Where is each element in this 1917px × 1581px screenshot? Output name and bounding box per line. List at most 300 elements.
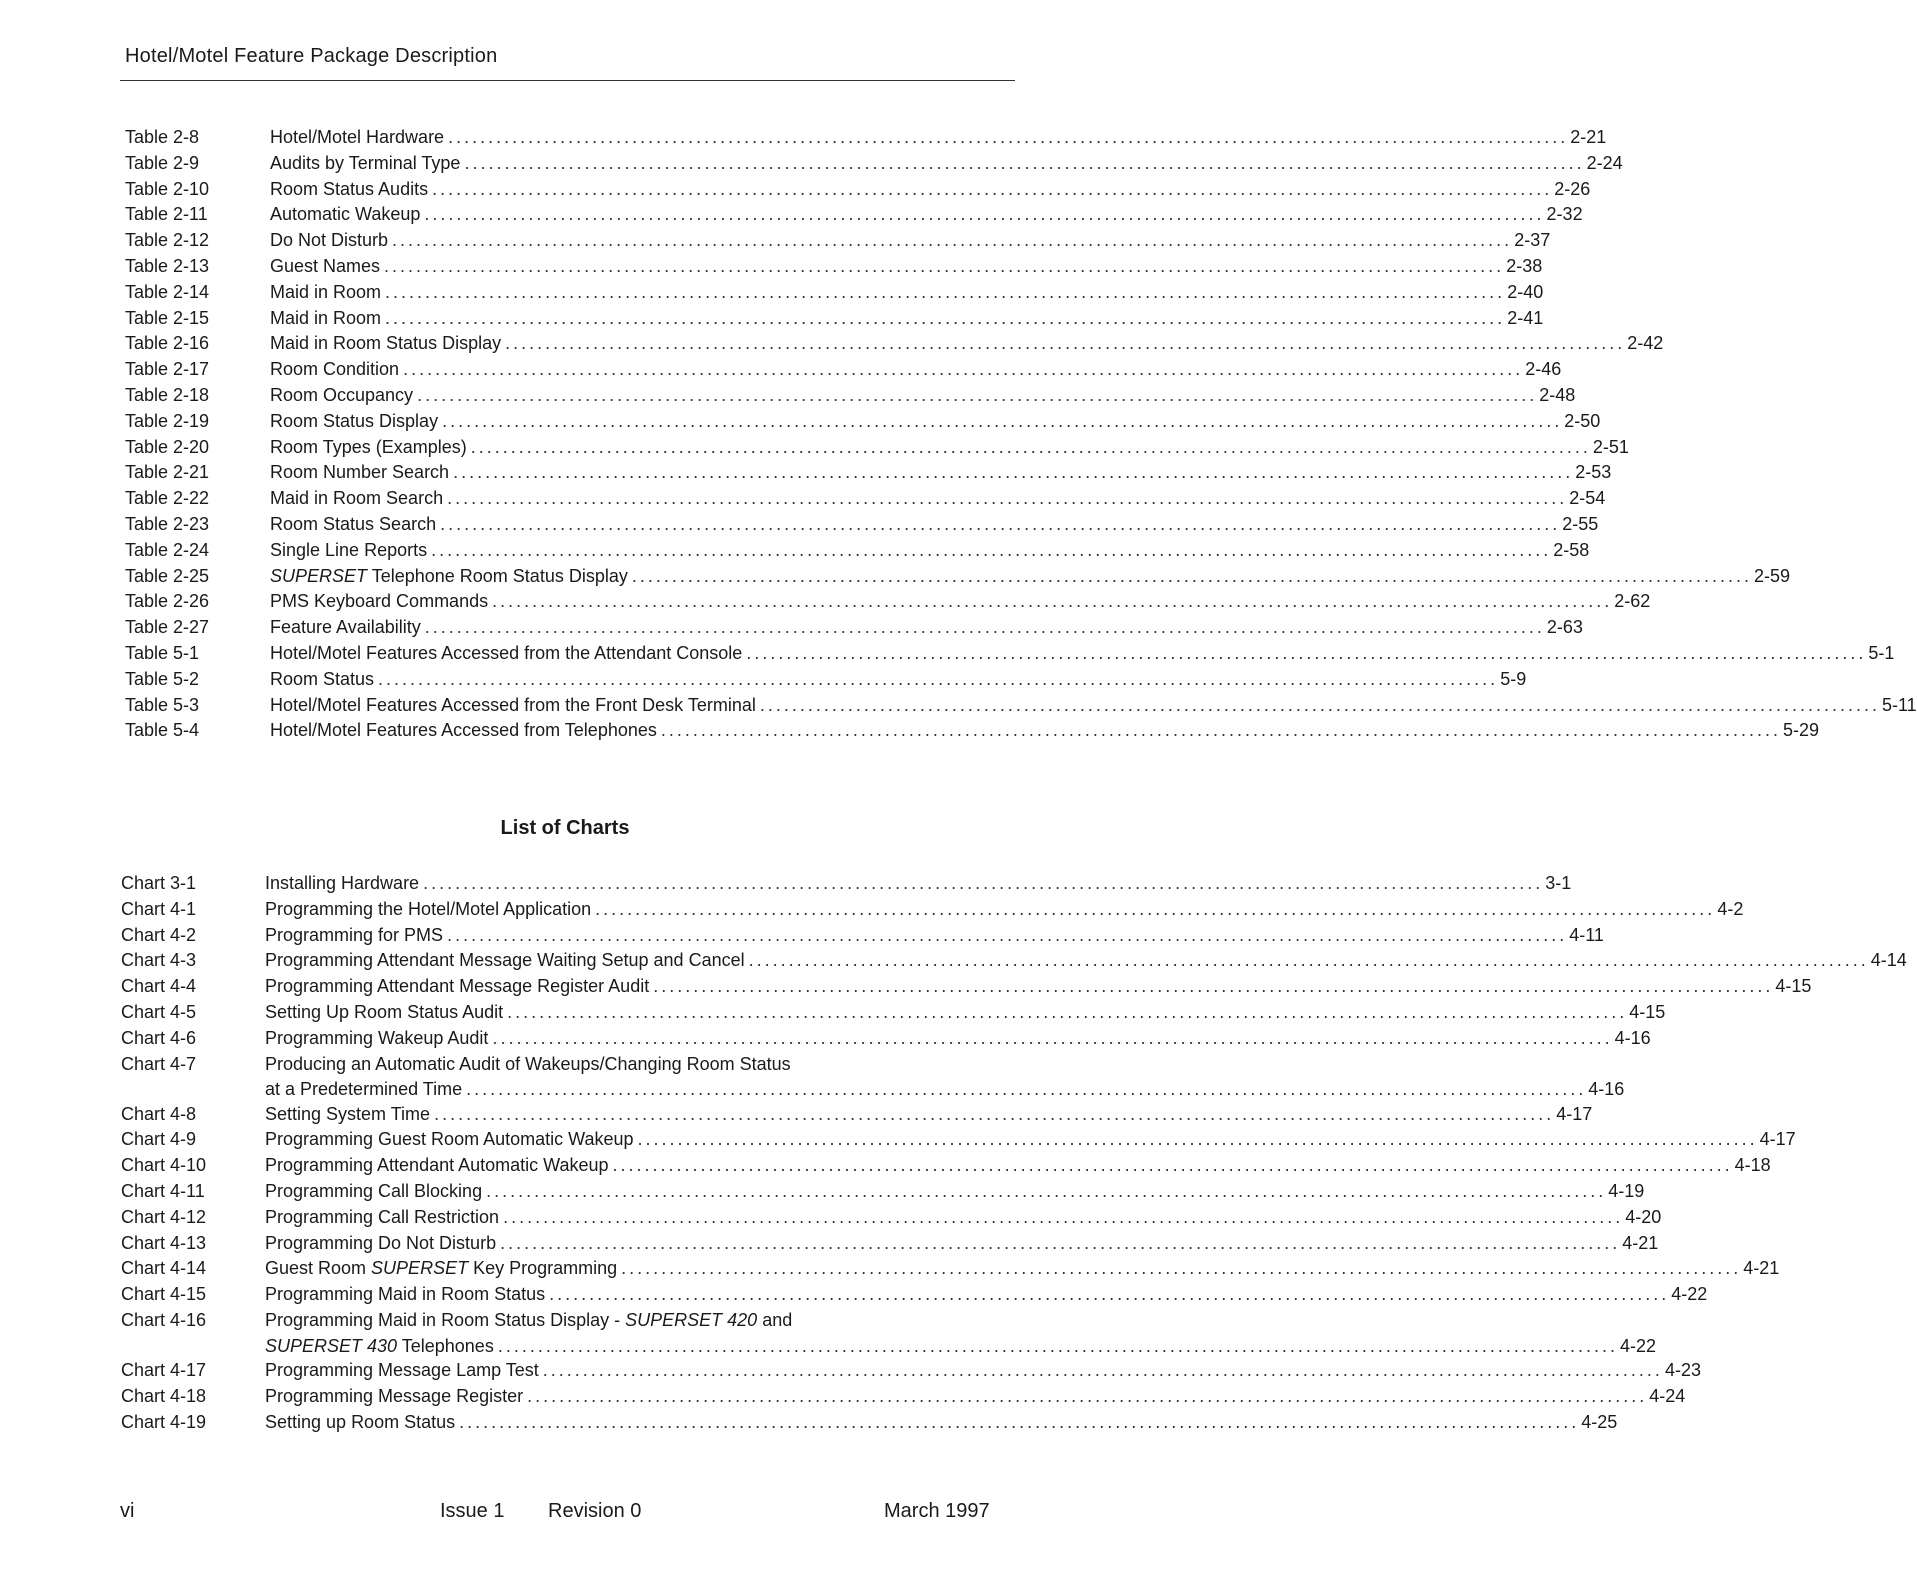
toc-title bbox=[270, 615, 425, 641]
toc-label: Chart 4-1 bbox=[121, 898, 197, 919]
toc-page-number: 4-19 bbox=[1608, 1180, 1645, 1201]
toc-title-text: Room Status Display bbox=[270, 410, 439, 431]
toc-title-text: Programming for PMS bbox=[265, 924, 444, 945]
toc-entry bbox=[265, 1358, 1701, 1384]
toc-title-text: Programming Message Register bbox=[265, 1385, 524, 1406]
toc-label: Chart 4-5 bbox=[121, 1001, 197, 1022]
footer-page-number: vi bbox=[120, 1500, 135, 1522]
toc-title bbox=[270, 564, 632, 590]
toc-page-number: 2-41 bbox=[1507, 307, 1544, 328]
toc-title bbox=[265, 1282, 549, 1308]
dot-leader: ............................................................................................................................................ bbox=[505, 333, 1626, 354]
dot-leader: ............................................................................................................................................ bbox=[466, 1079, 1587, 1100]
toc-row[interactable] bbox=[125, 125, 1607, 151]
toc-row[interactable] bbox=[125, 177, 1591, 203]
toc-label: Table 2-26 bbox=[125, 591, 210, 612]
list-of-tables bbox=[125, 125, 1917, 744]
dot-leader: ............................................................................................................................................ bbox=[392, 230, 1513, 251]
toc-row[interactable] bbox=[125, 615, 1583, 641]
toc-page-number: 4-20 bbox=[1625, 1206, 1662, 1227]
toc-title-text: Maid in Room bbox=[270, 281, 382, 302]
toc-page-number: 4-18 bbox=[1734, 1155, 1771, 1176]
superset-product-name: SUPERSET bbox=[371, 1258, 469, 1279]
toc-page-number: 4-2 bbox=[1717, 898, 1744, 919]
toc-row[interactable] bbox=[125, 306, 1544, 332]
toc-label: Table 2-13 bbox=[125, 255, 210, 276]
toc-title bbox=[265, 1231, 500, 1257]
toc-title bbox=[265, 1410, 459, 1436]
toc-entry bbox=[270, 486, 1606, 512]
toc-line bbox=[265, 1256, 1780, 1282]
dot-leader: ............................................................................................................................................ bbox=[497, 1335, 1618, 1356]
toc-row[interactable] bbox=[121, 974, 1812, 1000]
toc-line bbox=[270, 538, 1590, 564]
toc-line bbox=[270, 486, 1606, 512]
toc-label: Table 2-9 bbox=[125, 152, 200, 173]
toc-label: Table 2-21 bbox=[125, 462, 210, 483]
toc-title-text: Room Condition bbox=[270, 359, 400, 380]
toc-row[interactable] bbox=[121, 897, 1744, 923]
toc-title-line-1 bbox=[265, 1308, 948, 1334]
toc-row[interactable] bbox=[125, 151, 1623, 177]
toc-label: Chart 3-1 bbox=[121, 873, 197, 893]
toc-label: Table 5-3 bbox=[125, 694, 200, 715]
toc-page-number: 4-21 bbox=[1743, 1258, 1780, 1279]
toc-entry bbox=[265, 1000, 1666, 1026]
toc-title-first-line: Producing an Automatic Audit of Wakeups/Changing Room Status bbox=[265, 1053, 791, 1074]
toc-row[interactable] bbox=[125, 538, 1590, 564]
toc-row[interactable] bbox=[125, 667, 1527, 693]
toc-page-number: 2-46 bbox=[1525, 359, 1562, 380]
superset-product-name: SUPERSET bbox=[270, 565, 368, 586]
toc-entry bbox=[270, 718, 1820, 744]
toc-row[interactable] bbox=[125, 254, 1543, 280]
toc-title bbox=[265, 1102, 434, 1128]
toc-title bbox=[265, 871, 423, 897]
toc-title-text: Room Types (Examples) bbox=[270, 436, 467, 457]
toc-label: Chart 4-12 bbox=[121, 1206, 207, 1227]
toc-line bbox=[270, 718, 1820, 744]
toc-line bbox=[270, 409, 1601, 435]
toc-page-number: 4-21 bbox=[1622, 1232, 1659, 1253]
toc-row[interactable] bbox=[125, 409, 1601, 435]
toc-title-text: Maid in Room Status Display bbox=[270, 333, 502, 354]
toc-line bbox=[270, 331, 1664, 357]
dot-leader: ............................................................................................................................................ bbox=[631, 565, 1752, 586]
toc-entry bbox=[270, 538, 1590, 564]
dot-leader: ............................................................................................................................................ bbox=[459, 1411, 1580, 1432]
toc-page-number: 2-26 bbox=[1554, 178, 1591, 199]
dot-leader: ............................................................................................................................................ bbox=[660, 720, 1782, 741]
toc-title bbox=[270, 357, 403, 383]
toc-title bbox=[270, 667, 378, 693]
toc-row[interactable] bbox=[125, 693, 1917, 719]
dot-leader: ............................................................................................................................................ bbox=[447, 924, 1568, 945]
toc-row[interactable] bbox=[125, 460, 1612, 486]
toc-label: Chart 4-13 bbox=[121, 1232, 207, 1253]
toc-title bbox=[270, 512, 440, 538]
toc-title-text: Programming Attendant Message Waiting Setup and Cancel bbox=[265, 950, 745, 971]
dot-leader: ............................................................................................................................................ bbox=[448, 127, 1569, 147]
toc-title-text: Do Not Disturb bbox=[270, 230, 389, 251]
toc-line bbox=[265, 1000, 1666, 1026]
dot-leader: ............................................................................................................................................ bbox=[612, 1155, 1733, 1176]
toc-label: Table 5-2 bbox=[125, 668, 200, 689]
dot-leader: ............................................................................................................................................ bbox=[492, 1027, 1613, 1048]
list-of-charts-heading: List of Charts bbox=[500, 817, 630, 839]
toc-page-number: 4-17 bbox=[1759, 1129, 1796, 1150]
toc-title bbox=[270, 177, 432, 203]
toc-page-number: 5-9 bbox=[1500, 668, 1527, 689]
toc-entry bbox=[265, 1127, 1796, 1153]
toc-page-number: 2-54 bbox=[1569, 488, 1606, 509]
toc-label: Chart 4-10 bbox=[121, 1155, 207, 1176]
toc-page-number: 2-21 bbox=[1570, 127, 1607, 147]
toc-title bbox=[270, 331, 505, 357]
toc-page-number: 3-1 bbox=[1545, 873, 1572, 893]
dot-leader: ............................................................................................................................................ bbox=[432, 178, 1553, 199]
toc-line bbox=[270, 125, 1607, 151]
dot-leader: ............................................................................................................................................ bbox=[431, 539, 1552, 560]
toc-label: Table 2-19 bbox=[125, 410, 210, 431]
toc-label: Chart 4-16 bbox=[121, 1309, 207, 1330]
toc-row[interactable] bbox=[121, 1000, 1666, 1026]
toc-page-number: 4-16 bbox=[1588, 1079, 1625, 1100]
toc-title bbox=[270, 280, 385, 306]
toc-entry bbox=[270, 383, 1576, 409]
toc-row[interactable] bbox=[121, 1231, 1659, 1257]
toc-line bbox=[265, 1077, 1625, 1103]
toc-row[interactable] bbox=[125, 641, 1895, 667]
toc-line bbox=[265, 974, 1812, 1000]
toc-title bbox=[265, 1000, 507, 1026]
toc-label: Table 2-10 bbox=[125, 178, 210, 199]
toc-entry bbox=[265, 871, 1572, 897]
toc-title-text: Hotel/Motel Hardware bbox=[270, 127, 445, 147]
toc-row[interactable] bbox=[121, 1026, 1651, 1052]
toc-line bbox=[270, 280, 1544, 306]
toc-entry bbox=[270, 228, 1551, 254]
toc-line bbox=[270, 228, 1551, 254]
dot-leader: ............................................................................................................................................ bbox=[503, 1206, 1624, 1227]
toc-line bbox=[270, 306, 1544, 332]
toc-entry bbox=[270, 280, 1544, 306]
toc-title bbox=[270, 306, 385, 332]
toc-entry bbox=[265, 1282, 1708, 1308]
footer-revision: Revision 0 bbox=[548, 1500, 642, 1522]
toc-title bbox=[265, 1205, 503, 1231]
toc-label: Table 2-16 bbox=[125, 333, 210, 354]
toc-page-number: 4-15 bbox=[1629, 1001, 1666, 1022]
toc-line bbox=[265, 1179, 1645, 1205]
toc-row[interactable] bbox=[125, 435, 1629, 461]
toc-row[interactable] bbox=[121, 1282, 1708, 1308]
toc-title bbox=[265, 1384, 527, 1410]
toc-label: Table 2-22 bbox=[125, 488, 210, 509]
toc-page-number: 2-24 bbox=[1586, 152, 1623, 173]
toc-title-part: and bbox=[757, 1309, 793, 1330]
toc-title bbox=[270, 125, 448, 151]
dot-leader: ............................................................................................................................................ bbox=[492, 591, 1613, 612]
toc-row[interactable] bbox=[121, 1153, 1771, 1179]
toc-line bbox=[265, 897, 1744, 923]
toc-row[interactable] bbox=[125, 331, 1664, 357]
toc-line bbox=[270, 383, 1576, 409]
toc-title bbox=[270, 460, 453, 486]
toc-label: Chart 4-2 bbox=[121, 924, 197, 945]
toc-title-text: at a Predetermined Time bbox=[265, 1079, 463, 1100]
toc-entry bbox=[270, 641, 1895, 667]
toc-label: Chart 4-18 bbox=[121, 1385, 207, 1406]
toc-title-text: Setting up Room Status bbox=[265, 1411, 456, 1432]
toc-title bbox=[265, 1256, 621, 1282]
toc-title-text: PMS Keyboard Commands bbox=[270, 591, 489, 612]
toc-title-text: Telephones bbox=[397, 1335, 494, 1356]
toc-page-number: 2-53 bbox=[1575, 462, 1612, 483]
toc-line bbox=[265, 1231, 1659, 1257]
toc-title bbox=[265, 897, 595, 923]
toc-title-text: Installing Hardware bbox=[265, 873, 420, 893]
toc-title-text: Hotel/Motel Features Accessed from the Front Desk Terminal bbox=[270, 694, 756, 715]
dot-leader: ............................................................................................................................................ bbox=[424, 204, 1545, 225]
toc-label: Chart 4-11 bbox=[121, 1180, 205, 1201]
toc-entry bbox=[270, 125, 1607, 151]
toc-page-number: 5-29 bbox=[1783, 720, 1820, 741]
toc-line bbox=[265, 948, 1907, 974]
toc-row[interactable] bbox=[121, 1384, 1686, 1410]
toc-label: Table 2-12 bbox=[125, 230, 210, 251]
list-of-charts bbox=[121, 871, 1907, 1435]
toc-title-text: Setting System Time bbox=[265, 1103, 431, 1124]
toc-page-number: 4-25 bbox=[1581, 1411, 1618, 1432]
toc-label: Chart 4-14 bbox=[121, 1258, 207, 1279]
toc-entry bbox=[270, 512, 1599, 538]
dot-leader: ............................................................................................................................................ bbox=[385, 281, 1506, 302]
dot-leader: ............................................................................................................................................ bbox=[424, 617, 1545, 638]
toc-row[interactable] bbox=[121, 1127, 1796, 1153]
toc-entry bbox=[270, 564, 1791, 590]
toc-title-text: Key Programming bbox=[468, 1258, 618, 1279]
header-divider bbox=[120, 80, 1015, 81]
toc-line bbox=[270, 357, 1562, 383]
toc-label: Table 2-15 bbox=[125, 307, 210, 328]
dot-leader: ............................................................................................................................................ bbox=[403, 359, 1524, 380]
toc-entry bbox=[270, 254, 1543, 280]
dot-leader: ............................................................................................................................................ bbox=[542, 1359, 1663, 1380]
dot-leader: ............................................................................................................................................ bbox=[653, 976, 1774, 997]
toc-entry bbox=[270, 693, 1917, 719]
toc-title bbox=[270, 254, 384, 280]
toc-row[interactable] bbox=[125, 564, 1791, 590]
toc-row[interactable] bbox=[125, 589, 1651, 615]
toc-row[interactable] bbox=[125, 486, 1606, 512]
toc-entry bbox=[265, 974, 1812, 1000]
dot-leader: ............................................................................................................................................ bbox=[378, 668, 1499, 689]
dot-leader: ............................................................................................................................................ bbox=[442, 410, 1563, 431]
dot-leader: ............................................................................................................................................ bbox=[759, 694, 1880, 715]
dot-leader: ............................................................................................................................................ bbox=[746, 642, 1867, 663]
toc-page-number: 2-42 bbox=[1627, 333, 1664, 354]
dot-leader: ............................................................................................................................................ bbox=[637, 1129, 1758, 1150]
toc-title-text: Feature Availability bbox=[270, 617, 421, 638]
toc-row[interactable] bbox=[125, 383, 1576, 409]
toc-title-text: Programming Call Blocking bbox=[265, 1180, 483, 1201]
toc-title bbox=[265, 1077, 466, 1103]
toc-line bbox=[270, 177, 1591, 203]
toc-line bbox=[265, 1384, 1686, 1410]
dot-leader: ............................................................................................................................................ bbox=[549, 1284, 1670, 1305]
toc-label: Chart 4-7 bbox=[121, 1053, 197, 1074]
toc-title-first-line bbox=[265, 1308, 796, 1334]
toc-line bbox=[270, 460, 1612, 486]
toc-page-number: 2-37 bbox=[1514, 230, 1551, 251]
toc-line bbox=[265, 1410, 1618, 1436]
toc-title-text: Programming Call Restriction bbox=[265, 1206, 500, 1227]
toc-line bbox=[265, 923, 1604, 949]
toc-label: Table 2-27 bbox=[125, 617, 210, 638]
toc-page-number: 2-63 bbox=[1546, 617, 1583, 638]
toc-line bbox=[270, 589, 1651, 615]
toc-entry bbox=[265, 1052, 1625, 1104]
toc-row[interactable] bbox=[121, 1052, 1625, 1102]
toc-entry bbox=[265, 1231, 1659, 1257]
toc-title-text: Programming Message Lamp Test bbox=[265, 1359, 539, 1380]
toc-title-text: Programming Guest Room Automatic Wakeup bbox=[265, 1129, 634, 1150]
toc-title bbox=[270, 383, 417, 409]
toc-label: Table 2-24 bbox=[125, 539, 210, 560]
toc-entry bbox=[265, 1256, 1780, 1282]
toc-page-number: 2-55 bbox=[1562, 513, 1599, 534]
toc-label: Chart 4-17 bbox=[121, 1359, 207, 1380]
toc-label: Table 2-8 bbox=[125, 127, 200, 147]
toc-title-text: Programming Wakeup Audit bbox=[265, 1027, 489, 1048]
toc-entry bbox=[265, 897, 1744, 923]
toc-title bbox=[270, 718, 661, 744]
dot-leader: ............................................................................................................................................ bbox=[527, 1385, 1648, 1406]
toc-page-number: 4-23 bbox=[1664, 1359, 1701, 1380]
dot-leader: ............................................................................................................................................ bbox=[423, 873, 1544, 893]
toc-entry bbox=[270, 460, 1612, 486]
toc-title bbox=[270, 228, 392, 254]
toc-page-number: 4-14 bbox=[1870, 950, 1907, 971]
toc-title-text: Room Number Search bbox=[270, 462, 450, 483]
toc-row[interactable] bbox=[125, 718, 1820, 744]
dot-leader: ............................................................................................................................................ bbox=[385, 307, 1506, 328]
toc-title bbox=[270, 435, 471, 461]
toc-title-text: Programming Maid in Room Status bbox=[265, 1284, 546, 1305]
toc-title-text: Room Status Audits bbox=[270, 178, 429, 199]
toc-line bbox=[265, 1026, 1651, 1052]
toc-row[interactable] bbox=[121, 1256, 1780, 1282]
dot-leader: ............................................................................................................................................ bbox=[595, 898, 1716, 919]
toc-row[interactable] bbox=[121, 923, 1604, 949]
toc-row[interactable] bbox=[121, 1308, 1656, 1358]
toc-label: Table 5-1 bbox=[125, 642, 200, 663]
toc-label: Table 2-11 bbox=[125, 204, 208, 225]
toc-line bbox=[270, 151, 1623, 177]
dot-leader: ............................................................................................................................................ bbox=[507, 1001, 1628, 1022]
toc-entry bbox=[270, 615, 1583, 641]
toc-page-number: 5-11 bbox=[1882, 694, 1917, 715]
toc-entry bbox=[265, 923, 1604, 949]
toc-label: Table 5-4 bbox=[125, 720, 200, 741]
toc-title-text: Hotel/Motel Features Accessed from the Attendant Console bbox=[270, 642, 743, 663]
toc-row[interactable] bbox=[121, 871, 1572, 897]
toc-label: Table 2-20 bbox=[125, 436, 210, 457]
dot-leader: ............................................................................................................................................ bbox=[417, 384, 1538, 405]
toc-page-number: 2-32 bbox=[1546, 204, 1583, 225]
toc-line bbox=[265, 1153, 1771, 1179]
toc-page-number: 4-22 bbox=[1619, 1335, 1656, 1356]
toc-row[interactable] bbox=[121, 948, 1907, 974]
toc-title-text: Programming Attendant Message Register Audit bbox=[265, 976, 650, 997]
toc-row[interactable] bbox=[125, 228, 1551, 254]
footer-issue: Issue 1 bbox=[440, 1500, 505, 1522]
toc-entry bbox=[265, 1153, 1771, 1179]
toc-row[interactable] bbox=[121, 1179, 1645, 1205]
toc-page-number: 2-48 bbox=[1539, 384, 1576, 405]
toc-title bbox=[270, 202, 424, 228]
toc-row[interactable] bbox=[121, 1410, 1618, 1436]
toc-line bbox=[270, 564, 1791, 590]
dot-leader: ............................................................................................................................................ bbox=[440, 513, 1561, 534]
toc-line bbox=[265, 871, 1572, 897]
toc-row[interactable] bbox=[125, 357, 1562, 383]
toc-entry bbox=[270, 306, 1544, 332]
toc-title-text: Programming Attendant Automatic Wakeup bbox=[265, 1155, 609, 1176]
toc-row[interactable] bbox=[121, 1205, 1662, 1231]
toc-title-text: Setting Up Room Status Audit bbox=[265, 1001, 504, 1022]
toc-page-number: 2-51 bbox=[1592, 436, 1629, 457]
toc-title-part: Programming Maid in Room Status Display - bbox=[265, 1309, 626, 1330]
toc-entry bbox=[265, 1308, 1656, 1360]
toc-row[interactable] bbox=[121, 1358, 1701, 1384]
toc-title bbox=[270, 486, 447, 512]
toc-entry bbox=[270, 409, 1601, 435]
toc-line bbox=[265, 1358, 1701, 1384]
toc-title bbox=[265, 1179, 486, 1205]
toc-title bbox=[265, 948, 749, 974]
toc-entry bbox=[270, 435, 1629, 461]
toc-title bbox=[265, 923, 447, 949]
toc-entry bbox=[270, 177, 1591, 203]
toc-entry bbox=[265, 1205, 1662, 1231]
toc-line bbox=[270, 641, 1895, 667]
toc-entry bbox=[270, 357, 1562, 383]
toc-title-text: Hotel/Motel Features Accessed from Telephones bbox=[270, 720, 657, 741]
toc-page-number: 2-62 bbox=[1614, 591, 1651, 612]
toc-line bbox=[265, 1205, 1662, 1231]
toc-row[interactable] bbox=[125, 512, 1599, 538]
toc-line bbox=[270, 667, 1527, 693]
toc-row[interactable] bbox=[125, 202, 1583, 228]
toc-entry bbox=[265, 1179, 1645, 1205]
toc-entry bbox=[270, 151, 1623, 177]
toc-line bbox=[270, 615, 1583, 641]
toc-title bbox=[270, 693, 760, 719]
superset-product-name: SUPERSET 430 bbox=[265, 1335, 398, 1356]
toc-title-text: Audits by Terminal Type bbox=[270, 152, 461, 173]
toc-row[interactable] bbox=[121, 1102, 1593, 1128]
toc-page-number: 4-15 bbox=[1775, 976, 1812, 997]
dot-leader: ............................................................................................................................................ bbox=[748, 950, 1869, 971]
toc-title bbox=[270, 151, 464, 177]
toc-entry bbox=[265, 1384, 1686, 1410]
toc-title-text: Programming Do Not Disturb bbox=[265, 1232, 497, 1253]
toc-title bbox=[270, 538, 431, 564]
toc-row[interactable] bbox=[125, 280, 1544, 306]
toc-title-text: Room Status bbox=[270, 668, 375, 689]
